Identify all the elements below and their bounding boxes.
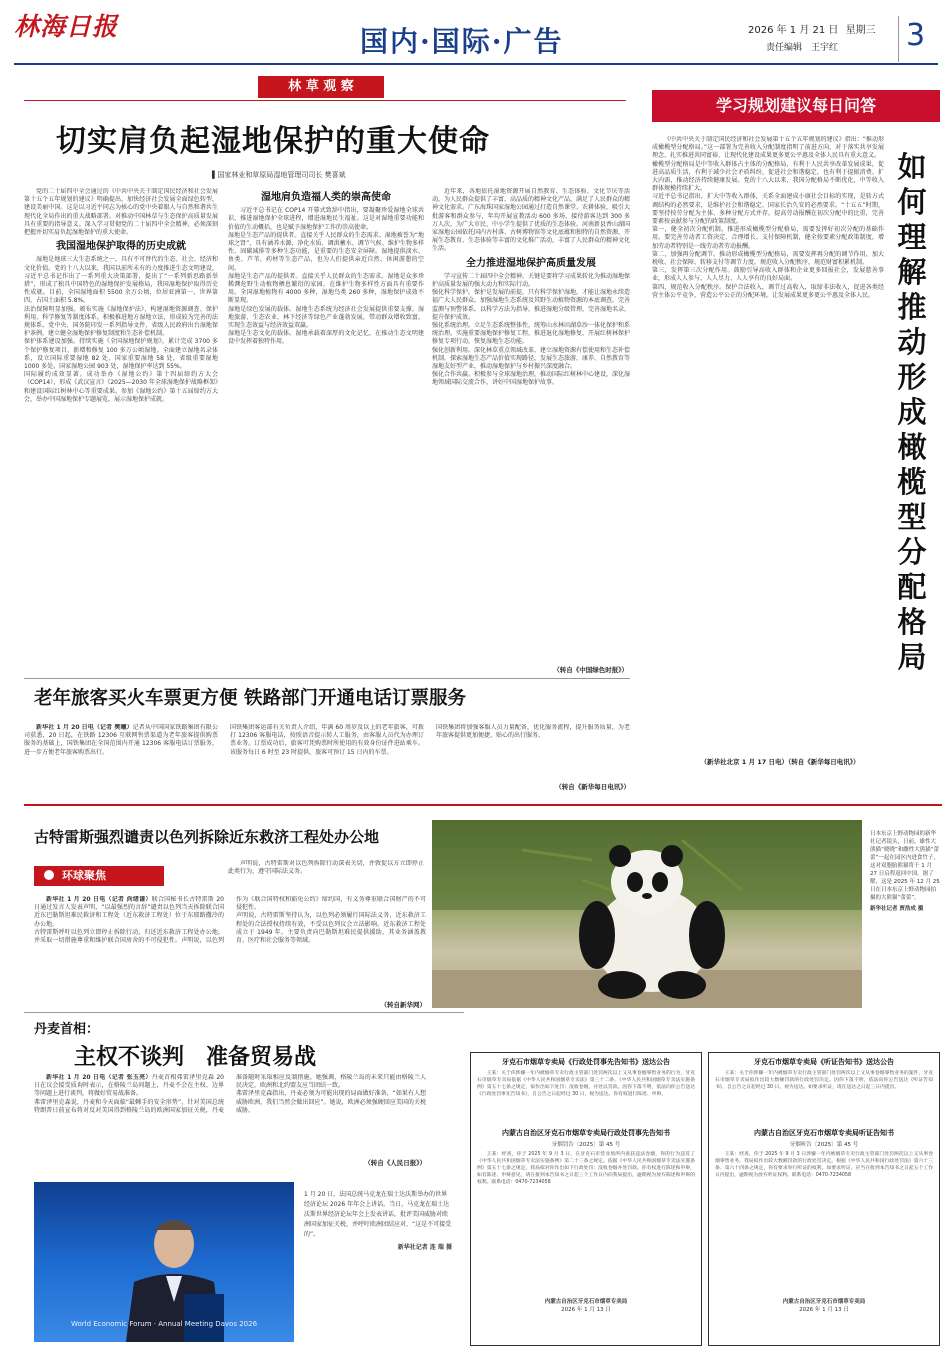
article1-col1 [24,188,218,680]
macron-photo-credit: 新华社记者 连 瑞 摄 [397,1244,452,1251]
article4-text [34,1074,426,1116]
article1-subhead-1: 我国湿地保护取得的历史成就 [56,241,186,253]
sidebar-source: （新华社北京 1 月 17 日电）（转自《新华每日电讯》） [700,758,860,766]
header-separator [898,16,899,62]
sidebar-text: 《中共中央关于制定国民经济和社会发展第十五个五年规划的建议》指出：“推动形成橄榄型分配格局。”这一部署为完善收入分配制度指明了前进方向，对于落实共享发展理念、扎实推进共同富裕、让现代化建设成果更多更公平惠及全体人民具有重大意义。 橄榄型分配格局是中等收入群体占主体的分配格局，有利于人民共享改革发展成果，促进高品质生活，有利于减少社会矛盾纠纷，促进社会和谐稳定，也有利于提振消费、扩大内需，推动经济持续健康发展。党的十八大以来，我国分配格局不断优化，中等收入群体规模持续扩大。 习近平总书记指出，扩大中等收入群体，关系全面建成小康社会目标的实现，是转方式调结构的必然要求，是维护社会和谐稳定、国家长治久安的必然要求。“十五五”时期，要坚持按劳分配为主体、多种分配方式并存，提高劳动报酬在初次分配中的比重，完善要素按贡献参与分配的政策制度。 第一，健全初次分配机制。推进形成橄榄型分配格局，需要发挥好初次分配的基础作用。要完善劳动者工资决定、合理增长、支付保障机制，健全按要素分配政策制度，增加劳动者特别是一线劳动者劳动报酬。 第二，加强再分配调节。推动形成橄榄型分配格局，需要发挥再分配的调节作用，加大税收、社会保障、转移支付等调节力度，规范收入分配秩序，规范财富积累机制。 第三，发挥第三次分配作用。鼓励引导高收入群体和企业更多回报社会，发展慈善事业，形成人人参与、人人尽力、人人享有的良好局面。 第四，规范收入分配秩序。保护合法收入，调节过高收入，取缔非法收入，促进各类经营主体公平竞争，营造公平公正的分配环境，让发展成果更多更公平惠及全体人民。 [652,136,884,299]
article3-lead-right: 声明说，古特雷斯对以色列拆除行动深表关切，并敦促以方立即停止此类行为，遵守国际法义务。 [228,860,424,876]
macron-photo [34,1182,294,1342]
article2-headline: 老年旅客买火车票更方便 铁路部门开通电话订票服务 [34,688,466,709]
macron-stage-text: World Economic Forum · Annual Meeting Davos 2026 [70,1320,258,1328]
section-tag-text: 环球聚焦 [62,869,106,882]
article1-subhead-2: 湿地肩负造福人类的崇高使命 [261,192,391,203]
date-text: 2026 年 1 月 21 日 [748,25,839,36]
notice-1 [470,1052,702,1346]
article1-byline: ▌国家林业和草原局湿地管理司司长 樊喜斌 [212,171,346,179]
article3-headline: 古特雷斯强烈谴责以色列拆除近东救济工程处办公地 [34,828,380,846]
sidebar-body [652,136,884,754]
notice-2-subtitle: 内蒙古自治区牙克石市烟草专卖局听证告知书 [754,1129,894,1137]
masthead: 林海日报 [14,12,119,41]
notice-1-date: 2026 年 1 月 13 日 [561,1307,611,1313]
article1-col2 [228,188,424,680]
macron-caption [304,1190,452,1340]
section-tag-icon [44,870,54,880]
article1-body4: 学习宣传二十届四中全会精神，关键是要将学习成果转化为推动湿地保护高质量发展的强大动力和实际行动。 强化科学保护。保护是发展的前提，只有科学保护湿地，才能让湿地永续造福广大人民群众。加强湿地生态系统及其野生动植物资源的本底调查，完善监测与预警体系。以科学方法为指导，推进湿地分级管理，完善湿地名录，提升保护成效。 强化系统治理。立足生态系统整体性，统筹山水林田湖草沙一体化保护和系统治理。实施重要湿地保护修复工程，推进退化湿地修复，开展红树林保护修复专项行动，恢复湿地生态功能。 强化创新利用。深化林草重点领域改革，建立湿地资源有偿使用和生态补偿机制。探索湿地生态产品价值实现路径，发展生态旅游、康养、自然教育等湿地友好型产业，推动湿地保护与乡村振兴深度融合。 强化合作共赢。积极参与全球湿地治理，推动国际红树林中心建设，深化湿地领域国际交流合作，讲好中国湿地保护故事。 [432,272,630,387]
article2-content: 记者从中国国家铁路集团有限公司获悉，20 日起，在铁路 12306 互联网售票渠道为老年旅客提供购票服务的基础上，国铁集团在全国范围内开通 12306 客服电话订票服务，进一步方便老年旅客购票出行。 国铁集团客运部有关负责人介绍，年满 60 周岁及以上的老年旅客，可拨打 12306 客服电话，按照语音提示转人工服务，由客服人员代为办理订票业务。订票成功后，旅客可凭购票时所使用的有效身份证件进站乘车。该服务每日 6 时至 23 时提供，旅客可预订 15 日内的车票。 国铁集团将加强客服人员力量配备，优化服务流程，提升服务质量，为老年旅客提供更加便捷、贴心的出行服务。 [24,724,630,756]
weekday-text: 星期三 [845,25,876,36]
article1-body1: 湿地是地球三大生态系统之一，具有不可替代的生态、社会、经济和文化价值。党的十八大以来，我国以前所未有的力度推进生态文明建设，习近平总书记作出了一系列重大决策部署，提出了“一系列新思路新举措”，形成了独具中国特色的湿地保护发展格局，我国湿地保护取得历史性成就。目前，全国湿地面积 5500 余万公顷，位居亚洲第一、世界第四，占国土面积 5.8%。 法治保障明显加强。颁布实施《湿地保护法》，构建湿地资源调查、保护利用、科学修复等制度体系。积极推进地方湿地立法，形成较为完善的法规体系。党中央、国务院印发一系列指导文件，省级人民政府出台湿地保护条例，建立健全湿地保护修复制度和生态补偿机制。 保护体系建设加强。持续实施《全国湿地保护规划》，累计完成 3700 多个保护修复项目，新增和修复 100 多万公顷湿地。全面建立湿地名录体系，设立国际重要湿地 82 处、国家重要湿地 58 处，省级重要湿地 1000 多处。国家湿地公园 903 处，湿地保护率达到 55%。 国际履约成效显著。成功举办《湿地公约》第十四届缔约方大会（COP14），形成《武汉宣言》《2025—2030 年全球湿地保护战略框架》和建设国际红树林中心等重要成果。参加《湿地公约》第十五届缔约方大会，举办中国湿地保护专题展览，展示湿地保护成就。 [24,256,218,403]
article3-content: 联合国秘书长古特雷斯 20 日通过发言人发表声明，“以最强烈的言辞”谴责以色列当天拆除联合国近东巴勒斯坦难民救济和工程处（近东救济工程处）位于东耶路撒冷的办公地。 古特雷斯呼吁以色列立即停止拆除行动，归还近东救济工程处办公地，并采取一切措施尊重和维护联合国房舍的不可侵犯性。声明说，以色列作为《联合国特权和豁免公约》缔约国，有义务尊重联合国财产的不可侵犯性。 声明说，古特雷斯坚持认为，以色列必须履行国际法义务，近东救济工程处的合法授权持续有效，不受以色列议会立法影响。近东救济工程处成立于 1949 年，主要负责向巴勒斯坦难民提供援助，其业务涵盖教育、医疗和社会服务等领域。 [34,896,426,945]
article4-body [34,1074,426,1164]
notice-1-body-2: 王某：经查，你于 2025 年 9 月 3 日，在牙克石市营业场所内查获违法卷烟，你的行为违反了《中华人民共和国烟草专卖法实施条例》第二十三条之规定。依据《中华人民共和国烟草专卖法实施条例》第五十七条之规定，我局拟对你作出如下行政处罚：没收卷烟并处罚款。你有权进行陈述和申辩，如有陈述、申辩意见，请在接到本告知书之日起三个工作日内向我局提出，逾期视为放弃陈述和申辩的权利。联系电话：0470-7234058 [477,1152,695,1185]
macron-caption-text: 1 月 20 日，法国总统马克龙在瑞士达沃斯举办的世界经济论坛 2026 年年会上讲话。当日，马克龙在瑞士达沃斯世界经济论坛年会上发表讲话，批评美国威胁对欧洲国家加征关税，并呼吁欧洲团结应对，“这是不可接受的”。 [304,1191,452,1238]
notice-2-title: 牙克石市烟草专卖局《听证告知书》送达公告 [754,1058,894,1066]
article3-text [34,896,426,946]
panda-caption-text: 日本东京上野动物园的新华社记者镜头，日前，雄性大熊猫“晓晓”和雌性大熊猫“蕾蕾”一起在园区内进食竹子，这对双胞胎熊猫将于 1 月 27 日启程返回中国。据了解，这是 2025 年 12 月 25 日在日本东京上野动物园拍摄的大熊猫“蕾蕾”。 [870,831,940,901]
notice-2-number: 牙烟听告〔2025〕第 45 号 [789,1142,859,1148]
notice-2-signature: 内蒙古自治区牙克石市烟草专卖局 [782,1299,866,1305]
editor-credit: 责任编辑 王宇红 [766,43,839,53]
article1-body2: 习近平总书记在 COP14 开幕式致辞中指出，要凝聚珍爱湿地全球共识，推进湿地保护全球进程，增进湿地民生福祉。这是对湿地重要功能和价值的生动概括，也是赋予湿地保护工作的崇高使命。 湿地是生态产品的提供者。直接关乎人民群众的生态需求。湿地被誉为“地球之肾”，具有涵养水源、净化水质、调洪蓄水、调节气候、维护生物多样性、固碳减排等多种生态功能，是重要的生态安全屏障。湿地提供淡水、鱼类、芦苇、药材等生态产品，也为人们提供亲近自然、休闲游憩的空间。 湿地是生态产品的提供者。直接关乎人民群众的生态需求。湿地是众多珍稀濒危野生动植物栖息繁衍的家园，在维护生物多样性方面具有重要作用。全国湿地植物有 4000 多种，湿地鸟类 260 多种，湿地保护成效不断显现。 湿地是绿色发展的载体。湿地生态系统为经济社会发展提供重要支撑。湿地旅游、生态农业、林下经济等绿色产业蓬勃发展，带动群众增收致富，实现生态效益与经济效益双赢。 湿地是生态文化的载体。湿地承载着深厚的文化记忆，在推动生态文明建设中发挥着独特作用。 [228,207,424,346]
article2-body [24,724,630,784]
article4-kicker: 丹麦首相： [34,1022,100,1037]
article1-col3 [432,188,630,662]
panda-photo [432,820,862,1008]
issue-date [748,21,876,36]
section-title: 国内·国际·广告 [360,25,564,58]
sidebar-banner [652,90,940,122]
notice-1-title: 牙克石市烟草专卖局《行政处罚事先告知书》送达公告 [502,1058,670,1066]
sidebar-banner-text: 学习规划建议每日问答 [715,96,876,115]
article1-source: （转自《中国绿色时报》） [553,666,628,674]
article1-lead: 党的二十届四中全会通过的《中共中央关于制定国民经济和社会发展第十五个五年规划的建议》明确提出，加快经济社会发展全面绿色转型，建设美丽中国。这是以习近平同志为核心的党中央着眼人与自然和谐共生现代化全局作出的重大战略部署。对推动中国林草与生态保护高质量发展具有重要的指导意义。深入学习贯彻党的二十届四中全会精神，必须深刻把握并切实肩负起湿地保护的重大使命。 [24,188,218,237]
notice-1-subtitle: 内蒙古自治区牙克石市烟草专卖局行政处罚事先告知书 [502,1129,670,1137]
article2-dateline: 新华社 1 月 20 日电（记者 樊曦） [36,724,133,731]
article3-source: （转自新华网） [380,1001,426,1009]
kicker-rule [24,100,626,101]
article2-text [24,724,630,757]
notice-2-body: 王某：关于你涉嫌一年内被烟草专卖行政主管部门处罚两次以上又从事卷烟零售业务的案件，牙克石市烟草专卖局拟作出较大数额罚款的行政处罚决定。因你下落不明，依法向你公告送达《听证告知书》，自公告之日起经过 30 日，视为送达。如要求听证，请在送达之日起三日内提出。 [715,1071,933,1090]
article3-body [34,896,426,996]
article3-body-right [228,860,424,894]
section-tag [34,866,164,886]
notice-1-body: 王某：关于你涉嫌一年内被烟草专卖行政主管部门处罚两次以上又从事卷烟零售业务的行为，牙克石市烟草专卖局依据《中华人民共和国烟草专卖法》第三十二条、《中华人民共和国烟草专卖法实施条例》第五十七条之规定，拟作出如下处罚：没收卷烟，并处以罚款。因你下落不明，依法向你公告送达《行政处罚事先告知书》，自公告之日起经过 30 日，视为送达。你有权进行陈述、申辩。 [477,1071,695,1097]
article2-source: （转自《新华每日电讯》） [555,783,630,791]
header-rule [14,63,938,65]
notice-2 [708,1052,940,1346]
article4-content: 丹麦首相弗雷泽里克森 20 日在议会接受质询时表示，在格陵兰岛问题上，丹麦不会在主权、边界等问题上进行谈判，将做好贸易战准备。 弗雷泽里克森说，丹麦和今天面临“最棘手的安全形势”，针对美国总统特朗普日前宣布将对反对美国得到格陵兰岛的欧洲国家加征关税，丹麦准备随时采取相应反制措施。她强调，格陵兰岛的未来只能由格陵兰人民决定，欧洲和北约盟友应当团结一致。 弗雷泽里克森指出，丹麦必须为可能出现的局面做好准备，“如果有人想威胁欧洲，我们当然会做出回应”。她说，欧洲必须强硬回应美国的关税威胁。 [34,1074,426,1114]
notice-2-date: 2026 年 1 月 13 日 [799,1307,849,1313]
panda-photo-credit: 新华社记者 贾浩成 摄 [870,906,924,912]
article4-source: （转自《人民日报》） [364,1159,426,1167]
article4-dateline: 新华社 1 月 20 日电（记者 张玉亮） [46,1074,152,1081]
article4-headline: 主权不谈判 准备贸易战 [74,1045,317,1070]
kicker-badge [258,76,384,98]
article4-top-rule [24,1012,464,1013]
article2-top-rule [24,678,630,679]
sidebar-question: 如何理解推动形成橄榄型分配格局 [897,150,927,674]
notice-2-body-2: 王某：经查，你于 2025 年 9 月 3 日涉嫌一年内被烟草专卖行政主管部门处罚两次以上又从事卷烟零售业务。我局拟作出较大数额罚款的行政处罚决定。根据《中华人民共和国行政处罚法》第六十三条、第六十四条之规定，你有要求举行听证的权利。如要求听证，应当在收到本告知书之日起五个工作日内提出，逾期视为放弃听证权利。联系电话：0470-7234058 [715,1152,933,1178]
article1-headline: 切实肩负起湿地保护的重大使命 [56,124,490,159]
article1-body3: 近年来，各地依托湿地资源开展自然教育、生态体验、文化节庆等活动，为人民群众提供了丰富、高品质的精神文化产品，满足了人民群众的精神文化需求。广东海珠国家湿地公园通过打造自然课堂、农耕体验，吸引大批游客和群众参与，年均开展宣教活动 600 多场，接待游客达到 300 多万人次，为广大市民、中小学生提供了优质的生态体验。河南新县香山湖国家湿地公园依托国内古村落、古树博物馆等文化底蕴和独特的自然资源，开展生态教育、生态体验等丰富的文化推广活动，丰富了人民群众的精神文化生活。 [432,188,630,253]
page-number: 3 [906,18,926,53]
article3-dateline: 新华社 1 月 20 日电（记者 尚绪谦） [46,896,152,903]
macron-illustration [34,1182,294,1342]
article3-top-rule [24,804,942,806]
panda-illustration [432,820,862,1008]
kicker-text: 林 草 观 察 [288,79,354,94]
notice-1-signature: 内蒙古自治区牙克石市烟草专卖局 [544,1299,628,1305]
notice-1-number: 牙烟罚告〔2025〕第 45 号 [551,1142,621,1148]
article1-subhead-3: 全力推进湿地保护高质量发展 [466,257,596,269]
panda-caption [870,830,940,1000]
